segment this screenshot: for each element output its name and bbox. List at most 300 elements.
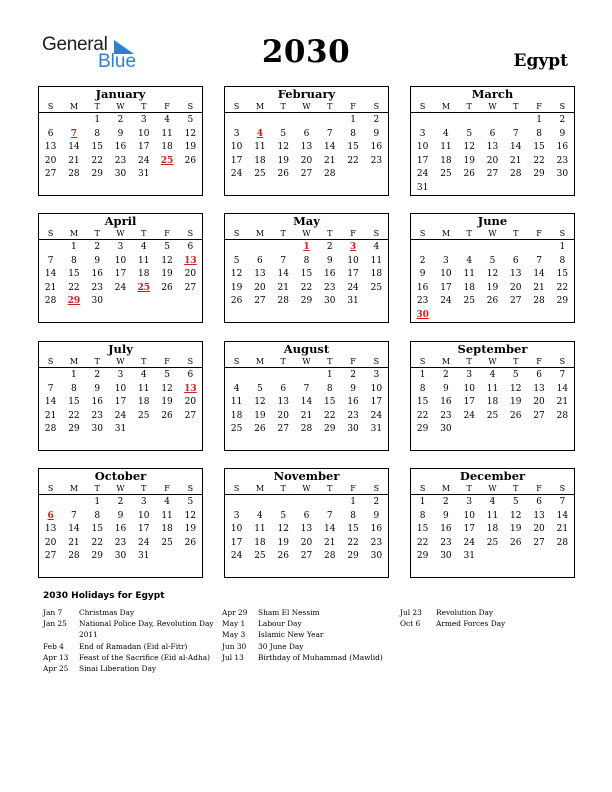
- day-cell: 21: [324, 155, 336, 166]
- holiday-name: National Police Day, Revolution Day: [79, 619, 214, 629]
- day-cell: 8: [71, 383, 77, 394]
- day-cell: 23: [556, 155, 569, 166]
- day-grid: [225, 368, 388, 437]
- day-cell: 23: [440, 410, 452, 421]
- day-cell: 2: [117, 497, 124, 507]
- weekday-label: F: [536, 484, 542, 493]
- weekday-header: [39, 228, 202, 240]
- holiday-day-cell: 1: [303, 242, 310, 252]
- weekday-label: F: [536, 229, 542, 238]
- holiday-day-cell: 4: [256, 128, 264, 139]
- day-cell: 17: [463, 524, 475, 535]
- day-cell: 11: [370, 255, 383, 266]
- day-cell: 12: [161, 255, 173, 266]
- weekday-header: [411, 356, 574, 368]
- day-cell: 29: [300, 296, 313, 307]
- day-cell: 14: [68, 524, 80, 535]
- month-title: August: [225, 342, 388, 356]
- day-cell: 15: [556, 269, 569, 280]
- day-cell: 31: [347, 296, 359, 307]
- empty-day-cell: [481, 114, 504, 128]
- day-cell: 9: [94, 383, 101, 394]
- day-cell: 30: [324, 296, 336, 307]
- weekday-label: M: [69, 102, 79, 111]
- holiday-date: Apr 13: [43, 652, 69, 662]
- holiday-day-cell: 30: [416, 309, 429, 320]
- holidays-title: 2030 Holidays for Egypt: [43, 591, 165, 601]
- weekday-label: S: [187, 229, 194, 238]
- day-cell: 18: [161, 524, 173, 535]
- day-cell: 17: [138, 142, 150, 153]
- day-cell: 29: [68, 424, 80, 435]
- day-cell: 15: [68, 269, 80, 280]
- weekday-header: [39, 101, 202, 113]
- day-cell: 3: [373, 370, 380, 380]
- day-cell: 15: [347, 142, 359, 153]
- day-cell: 22: [324, 410, 336, 421]
- day-cell: 28: [68, 551, 80, 562]
- day-cell: 23: [440, 537, 452, 548]
- day-cell: 17: [114, 269, 127, 280]
- holiday-name: 30 June Day: [258, 641, 304, 651]
- day-cell: 23: [91, 410, 103, 421]
- day-cell: 15: [416, 524, 429, 535]
- day-cell: 13: [486, 142, 499, 153]
- day-cell: 18: [463, 282, 475, 293]
- day-cell: 6: [187, 242, 194, 252]
- day-cell: 5: [512, 370, 519, 380]
- day-cell: 20: [300, 155, 313, 166]
- empty-day-cell: [504, 241, 527, 255]
- day-cell: 10: [138, 128, 150, 139]
- weekday-label: S: [233, 357, 240, 366]
- empty-day-cell: [458, 114, 481, 128]
- weekday-header: [411, 228, 574, 240]
- day-cell: 14: [556, 510, 569, 521]
- day-cell: 25: [486, 537, 499, 548]
- month-title: December: [411, 469, 574, 483]
- holiday-day-cell: 25: [160, 155, 174, 166]
- weekday-label: S: [47, 484, 54, 493]
- day-cell: 3: [140, 497, 147, 507]
- day-cell: 28: [556, 410, 569, 421]
- day-cell: 2: [117, 115, 124, 125]
- empty-day-cell: [272, 369, 295, 383]
- weekday-label: W: [116, 229, 125, 238]
- weekday-header: [39, 483, 202, 495]
- day-cell: 19: [254, 410, 266, 421]
- day-cell: 9: [117, 510, 124, 521]
- day-cell: 22: [347, 537, 359, 548]
- weekday-label: M: [255, 484, 265, 493]
- day-cell: 30: [440, 424, 452, 435]
- weekday-label: S: [233, 484, 240, 493]
- weekday-header: [225, 483, 388, 495]
- day-cell: 18: [138, 269, 150, 280]
- day-cell: 15: [416, 397, 429, 408]
- day-cell: 26: [184, 537, 197, 548]
- empty-day-cell: [458, 241, 481, 255]
- day-cell: 23: [114, 537, 127, 548]
- day-cell: 27: [533, 537, 545, 548]
- day-cell: 3: [140, 115, 147, 125]
- day-cell: 14: [300, 397, 313, 408]
- day-cell: 8: [350, 510, 356, 521]
- month-june: [410, 213, 575, 323]
- day-cell: 15: [347, 524, 359, 535]
- day-cell: 25: [370, 282, 383, 293]
- day-cell: 9: [373, 510, 380, 521]
- day-cell: 17: [230, 537, 243, 548]
- day-cell: 3: [466, 370, 473, 380]
- day-cell: 19: [277, 537, 289, 548]
- weekday-label: W: [302, 357, 311, 366]
- day-cell: 24: [370, 410, 383, 421]
- weekday-label: T: [141, 229, 147, 238]
- holiday-row: [222, 629, 383, 640]
- day-cell: 21: [510, 155, 522, 166]
- empty-day-cell: [411, 241, 434, 255]
- day-cell: 9: [443, 383, 449, 394]
- weekday-label: T: [513, 229, 519, 238]
- month-title: September: [411, 342, 574, 356]
- weekday-label: W: [488, 484, 497, 493]
- day-cell: 24: [114, 410, 127, 421]
- day-cell: 23: [370, 537, 383, 548]
- day-cell: 18: [370, 269, 383, 280]
- weekday-label: S: [419, 229, 426, 238]
- day-cell: 27: [486, 169, 499, 180]
- day-cell: 1: [559, 242, 566, 252]
- day-grid: [39, 495, 202, 564]
- holiday-name: Sham El Nessim: [258, 608, 320, 617]
- day-cell: 13: [300, 142, 313, 153]
- day-cell: 11: [161, 128, 173, 139]
- day-cell: 14: [556, 383, 569, 394]
- empty-day-cell: [295, 496, 318, 510]
- day-cell: 29: [91, 169, 103, 180]
- empty-day-cell: [318, 114, 341, 128]
- day-cell: 25: [230, 424, 243, 435]
- day-cell: 4: [233, 383, 240, 394]
- day-cell: 12: [184, 510, 197, 521]
- day-cell: 3: [117, 242, 124, 252]
- day-cell: 22: [91, 537, 103, 548]
- day-cell: 30: [114, 169, 127, 180]
- day-cell: 20: [300, 537, 313, 548]
- day-cell: 13: [44, 524, 57, 535]
- day-cell: 31: [370, 424, 383, 435]
- month-march: [410, 86, 575, 196]
- day-cell: 10: [370, 383, 383, 394]
- day-cell: 13: [254, 269, 266, 280]
- day-cell: 3: [233, 128, 240, 139]
- day-cell: 23: [91, 282, 103, 293]
- day-cell: 13: [533, 383, 545, 394]
- day-cell: 8: [536, 128, 542, 139]
- day-cell: 23: [114, 155, 127, 166]
- day-cell: 10: [230, 142, 243, 153]
- weekday-label: W: [116, 357, 125, 366]
- day-cell: 22: [533, 155, 545, 166]
- day-cell: 1: [94, 497, 101, 507]
- holiday-name: Islamic New Year: [258, 630, 324, 640]
- weekday-label: T: [327, 484, 333, 493]
- holiday-row: [222, 652, 383, 663]
- day-cell: 25: [138, 410, 150, 421]
- holiday-date: Jan 25: [43, 619, 67, 629]
- day-grid: [225, 495, 388, 564]
- month-august: [224, 341, 389, 451]
- day-cell: 17: [347, 269, 359, 280]
- day-cell: 18: [486, 397, 499, 408]
- day-cell: 28: [324, 551, 336, 562]
- day-grid: [39, 113, 202, 182]
- day-cell: 11: [138, 255, 150, 266]
- weekday-label: T: [466, 357, 472, 366]
- day-cell: 19: [510, 397, 522, 408]
- day-cell: 7: [47, 255, 54, 266]
- day-cell: 28: [68, 169, 80, 180]
- day-cell: 10: [114, 383, 127, 394]
- holiday-name: Christmas Day: [79, 608, 135, 617]
- weekday-label: T: [466, 229, 472, 238]
- weekday-label: F: [164, 229, 170, 238]
- day-cell: 25: [486, 410, 499, 421]
- day-cell: 12: [230, 269, 243, 280]
- day-cell: 28: [324, 169, 336, 180]
- day-cell: 12: [161, 383, 173, 394]
- day-cell: 10: [138, 510, 150, 521]
- month-title: June: [411, 214, 574, 228]
- day-cell: 28: [533, 296, 545, 307]
- weekday-header: [225, 356, 388, 368]
- holiday-row: [222, 641, 383, 652]
- weekday-label: S: [373, 484, 380, 493]
- weekday-label: S: [233, 102, 240, 111]
- day-cell: 7: [326, 128, 333, 139]
- weekday-header: [225, 228, 388, 240]
- day-cell: 11: [486, 383, 499, 394]
- day-cell: 30: [556, 169, 569, 180]
- day-cell: 19: [510, 524, 522, 535]
- day-cell: 21: [533, 282, 545, 293]
- holiday-date: Oct 6: [400, 619, 421, 629]
- weekday-label: M: [255, 357, 265, 366]
- weekday-label: T: [280, 357, 286, 366]
- holiday-name: Armed Forces Day: [436, 619, 506, 629]
- month-september: [410, 341, 575, 451]
- day-cell: 21: [556, 397, 569, 408]
- day-cell: 21: [556, 524, 569, 535]
- day-cell: 4: [443, 128, 449, 139]
- holiday-day-cell: 7: [70, 128, 78, 139]
- day-cell: 2: [419, 255, 426, 266]
- day-cell: 22: [556, 282, 569, 293]
- weekday-label: F: [164, 102, 170, 111]
- day-cell: 17: [370, 397, 383, 408]
- day-grid: [225, 113, 388, 182]
- day-cell: 28: [556, 537, 569, 548]
- day-cell: 4: [164, 115, 170, 125]
- weekday-label: W: [302, 484, 311, 493]
- holiday-name: Revolution Day: [436, 608, 494, 617]
- day-cell: 18: [254, 537, 266, 548]
- day-cell: 10: [440, 269, 452, 280]
- day-cell: 31: [138, 169, 150, 180]
- day-cell: 5: [280, 128, 287, 139]
- day-cell: 11: [230, 397, 243, 408]
- day-cell: 27: [184, 410, 197, 421]
- weekday-label: W: [488, 357, 497, 366]
- day-cell: 13: [44, 142, 57, 153]
- holiday-column: [400, 607, 505, 629]
- day-cell: 7: [303, 383, 310, 394]
- holiday-name: End of Ramadan (Eid al-Fitr): [79, 641, 188, 651]
- holiday-name: Sinai Liberation Day: [79, 664, 157, 674]
- empty-day-cell: [225, 114, 248, 128]
- holiday-name: 2011: [79, 630, 98, 640]
- holiday-date: Feb 4: [43, 641, 64, 651]
- holiday-column: [43, 607, 214, 674]
- day-cell: 25: [254, 551, 266, 562]
- weekday-label: S: [559, 484, 566, 493]
- day-cell: 20: [184, 269, 197, 280]
- holiday-date: Jul 23: [400, 608, 422, 617]
- day-cell: 23: [324, 282, 336, 293]
- weekday-label: T: [327, 229, 333, 238]
- calendar-year-title: 2030: [261, 34, 351, 70]
- weekday-header: [411, 101, 574, 113]
- month-december: [410, 468, 575, 578]
- day-cell: 5: [466, 128, 473, 139]
- day-cell: 22: [68, 410, 80, 421]
- month-title: February: [225, 87, 388, 101]
- day-cell: 9: [373, 128, 380, 139]
- day-cell: 25: [254, 169, 266, 180]
- day-cell: 24: [138, 537, 150, 548]
- weekday-label: T: [466, 102, 472, 111]
- day-cell: 7: [536, 255, 542, 266]
- day-cell: 28: [44, 424, 57, 435]
- holiday-date: Jul 13: [222, 652, 244, 662]
- day-grid: [411, 495, 574, 564]
- day-cell: 29: [556, 296, 569, 307]
- day-cell: 4: [466, 255, 473, 266]
- day-cell: 8: [326, 383, 333, 394]
- day-cell: 30: [440, 551, 452, 562]
- day-cell: 22: [347, 155, 359, 166]
- weekday-header: [39, 356, 202, 368]
- day-cell: 18: [161, 142, 173, 153]
- empty-day-cell: [434, 241, 457, 255]
- month-january: [38, 86, 203, 196]
- weekday-label: F: [536, 102, 542, 111]
- weekday-label: T: [513, 484, 519, 493]
- day-cell: 15: [68, 397, 80, 408]
- empty-day-cell: [272, 114, 295, 128]
- day-cell: 19: [230, 282, 243, 293]
- day-cell: 21: [68, 155, 80, 166]
- day-cell: 8: [419, 510, 426, 521]
- weekday-label: M: [441, 102, 451, 111]
- day-cell: 14: [44, 397, 57, 408]
- day-cell: 19: [486, 282, 499, 293]
- holiday-row: [43, 618, 214, 629]
- day-cell: 6: [187, 370, 194, 380]
- weekday-label: M: [255, 102, 265, 111]
- empty-day-cell: [434, 114, 457, 128]
- month-title: July: [39, 342, 202, 356]
- day-cell: 12: [184, 128, 197, 139]
- day-cell: 5: [280, 510, 287, 521]
- day-cell: 27: [300, 551, 313, 562]
- month-october: [38, 468, 203, 578]
- day-cell: 24: [138, 155, 150, 166]
- day-cell: 1: [419, 497, 426, 507]
- day-cell: 15: [324, 397, 336, 408]
- day-cell: 10: [463, 383, 475, 394]
- holiday-row: [43, 663, 214, 674]
- day-cell: 16: [556, 142, 569, 153]
- day-cell: 19: [161, 397, 173, 408]
- day-cell: 2: [94, 242, 101, 252]
- empty-day-cell: [248, 241, 271, 255]
- day-cell: 14: [277, 269, 289, 280]
- day-cell: 18: [254, 155, 266, 166]
- day-cell: 27: [44, 551, 57, 562]
- day-cell: 20: [254, 282, 266, 293]
- day-cell: 12: [463, 142, 475, 153]
- day-cell: 30: [91, 296, 103, 307]
- day-cell: 16: [324, 269, 336, 280]
- day-cell: 21: [277, 282, 289, 293]
- empty-day-cell: [295, 369, 318, 383]
- day-cell: 29: [324, 424, 336, 435]
- empty-day-cell: [504, 114, 527, 128]
- day-cell: 24: [463, 537, 475, 548]
- weekday-header: [411, 483, 574, 495]
- weekday-label: F: [536, 357, 542, 366]
- day-cell: 26: [486, 296, 499, 307]
- holiday-day-cell: 3: [349, 242, 357, 252]
- day-cell: 11: [254, 524, 266, 535]
- day-cell: 20: [277, 410, 289, 421]
- month-july: [38, 341, 203, 451]
- day-cell: 3: [443, 255, 449, 266]
- day-cell: 7: [559, 370, 566, 380]
- month-november: [224, 468, 389, 578]
- day-cell: 1: [419, 370, 426, 380]
- day-cell: 29: [533, 169, 545, 180]
- day-cell: 22: [68, 282, 80, 293]
- day-cell: 1: [350, 497, 356, 507]
- day-cell: 12: [510, 510, 522, 521]
- day-cell: 17: [416, 155, 429, 166]
- day-cell: 29: [416, 424, 429, 435]
- day-cell: 7: [280, 255, 287, 266]
- day-cell: 6: [512, 255, 519, 266]
- day-cell: 4: [164, 497, 170, 507]
- empty-day-cell: [272, 241, 295, 255]
- day-cell: 26: [277, 169, 289, 180]
- day-cell: 26: [161, 282, 173, 293]
- day-cell: 8: [71, 255, 77, 266]
- weekday-label: F: [350, 229, 356, 238]
- day-cell: 5: [164, 242, 170, 252]
- day-cell: 18: [230, 410, 243, 421]
- day-cell: 16: [114, 142, 127, 153]
